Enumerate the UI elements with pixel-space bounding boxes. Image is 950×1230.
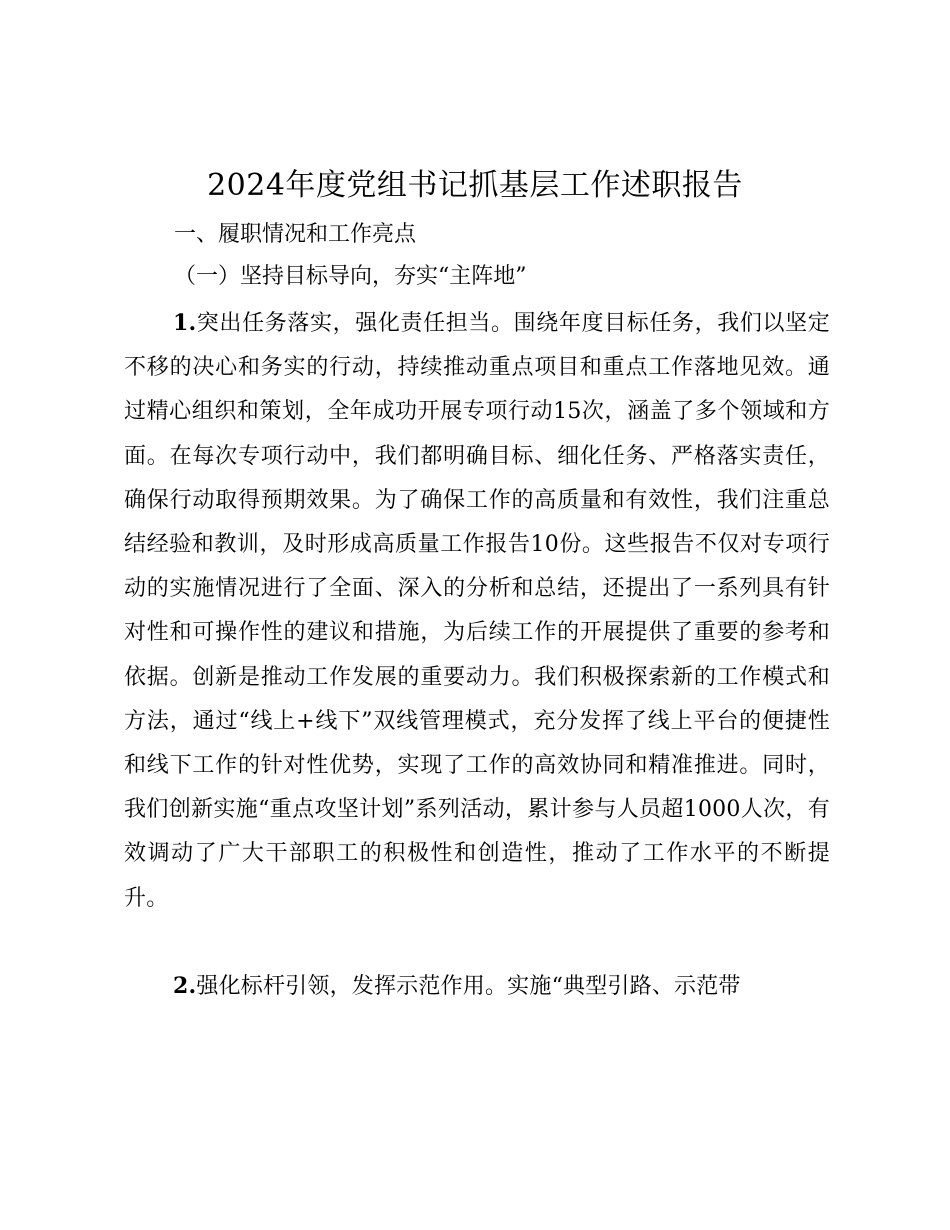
- paragraph-2-text: 强化标杆引领，发挥示范作用。实施“典型引路、示范带: [196, 974, 741, 999]
- paragraph-2-number: 2.: [173, 973, 197, 999]
- document-title: 2024年度党组书记抓基层工作述职报告: [207, 168, 743, 203]
- paragraph-1: [124, 301, 830, 921]
- paragraph-2: [124, 964, 830, 1009]
- subsection-heading: （一）坚持目标导向，夯实“主阵地”: [174, 264, 527, 289]
- paragraph-1-number: 1.: [173, 310, 197, 336]
- section-heading: 一、履职情况和工作亮点: [174, 222, 417, 247]
- paragraph-1-text: 突出任务落实，强化责任担当。围绕年度目标任务，我们以坚定不移的决心和务实的行动，持续推动重点项目和重点工作落地见效。通过精心组织和策划，全年成功开展专项行动15次，涵盖了多个领域和方面。在每次专项行动中，我们都明确目标、细化任务、严格落实责任，确保行动取得预期效果。为了确保工作的高质量和有效性，我们注重总结经验和教训，及时形成高质量工作报告10份。这些报告不仅对专项行动的实施情况进行了全面、深入的分析和总结，还提出了一系列具有针对性和可操作性的建议和措施，为后续工作的开展提供了重要的参考和依据。创新是推动工作发展的重要动力。我们积极探索新的工作模式和方法，通过“线上+线下”双线管理模式，充分发挥了线上平台的便捷性和线下工作的针对性优势，实现了工作的高效协同和精准推进。同时，我们创新实施“重点攻坚计划”系列活动，累计参与人员超1000人次，有效调动了广大干部职工的积极性和创造性，推动了工作水平的不断提升。: [124, 311, 830, 911]
